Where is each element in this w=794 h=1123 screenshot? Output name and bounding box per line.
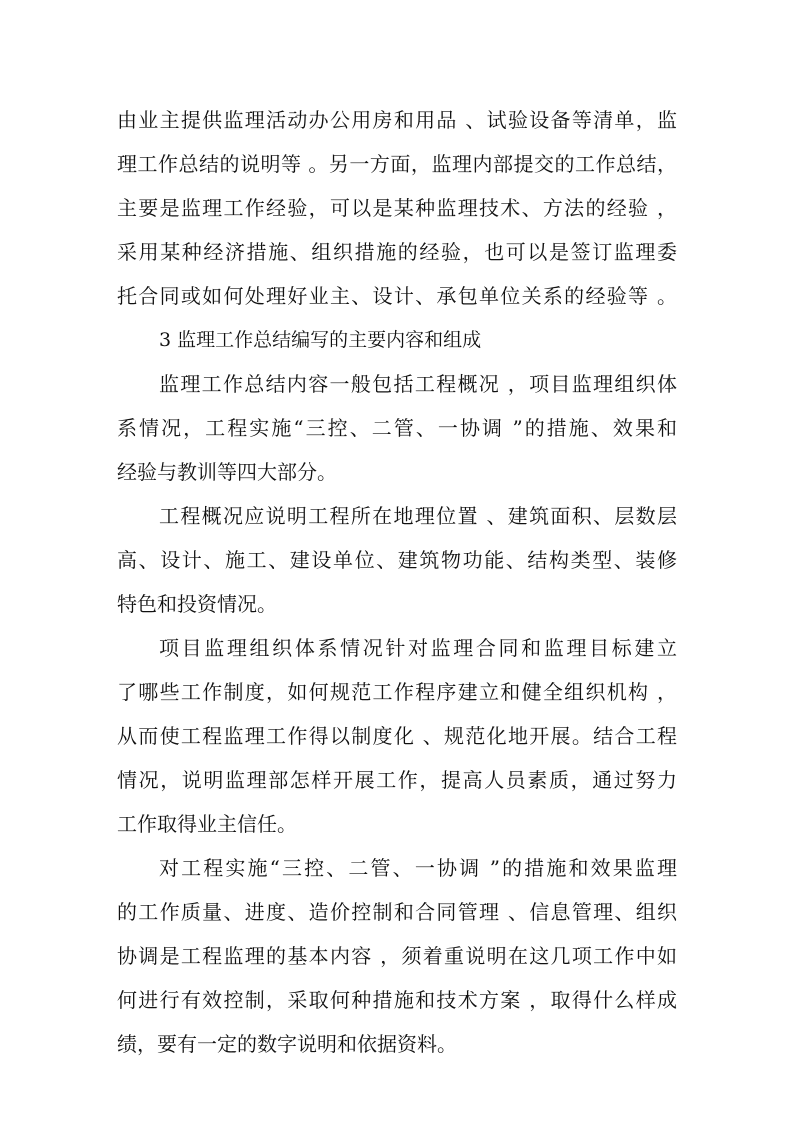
text-line: 从而使工程监理工作得以制度化 、规范化地开展。结合工程 — [117, 724, 677, 748]
text-line: 协调是工程监理的基本内容 ，须着重说明在这几项工作中如 — [117, 944, 677, 968]
text-line: 绩，要有一定的数字说明和依据资料。 — [117, 1032, 457, 1056]
paragraph-2 — [117, 362, 677, 494]
section-heading — [117, 318, 677, 362]
text-line: 理工作总结的说明等 。另一方面，监理内部提交的工作总结， — [117, 152, 677, 176]
text-line: 采用某种经济措施、组织措施的经验，也可以是签订监理委 — [117, 240, 677, 264]
text-line: 高、设计、施工、建设单位、建筑物功能、结构类型、装修 — [117, 548, 677, 572]
text-line: 系情况，工程实施“三控、二管、一协调 ”的措施、效果和 — [117, 416, 677, 440]
paragraph-5 — [117, 846, 677, 1066]
text-line: 托合同或如何处理好业主、设计、承包单位关系的经验等 。 — [117, 284, 677, 308]
text-line: 经验与教训等四大部分。 — [117, 460, 337, 484]
text-line: 了哪些工作制度，如何规范工作程序建立和健全组织机构 ， — [117, 680, 677, 704]
text-line: 工作取得业主信任。 — [117, 812, 297, 836]
section-heading-text: 3 监理工作总结编写的主要内容和组成 — [159, 329, 482, 351]
text-line: 监理工作总结内容一般包括工程概况 ，项目监理组织体 — [159, 372, 677, 396]
text-line: 由业主提供监理活动办公用房和用品 、试验设备等清单，监 — [117, 108, 677, 132]
text-line: 的工作质量、进度、造价控制和合同管理 、信息管理、组织 — [117, 900, 677, 924]
text-line: 何进行有效控制，采取何种措施和技术方案 ，取得什么样成 — [117, 988, 677, 1012]
text-line: 项目监理组织体系情况针对监理合同和监理目标建立 — [159, 636, 677, 660]
text-line: 对工程实施“三控、二管、一协调 ”的措施和效果监理 — [159, 856, 677, 880]
text-line: 情况，说明监理部怎样开展工作，提高人员素质，通过努力 — [117, 768, 677, 792]
text-line: 主要是监理工作经验，可以是某种监理技术、方法的经验 ， — [117, 196, 677, 220]
document-page — [117, 98, 677, 1066]
paragraph-4 — [117, 626, 677, 846]
text-line: 工程概况应说明工程所在地理位置 、建筑面积、层数层 — [159, 504, 677, 528]
paragraph-3 — [117, 494, 677, 626]
paragraph-1 — [117, 98, 677, 318]
text-line: 特色和投资情况。 — [117, 592, 277, 616]
